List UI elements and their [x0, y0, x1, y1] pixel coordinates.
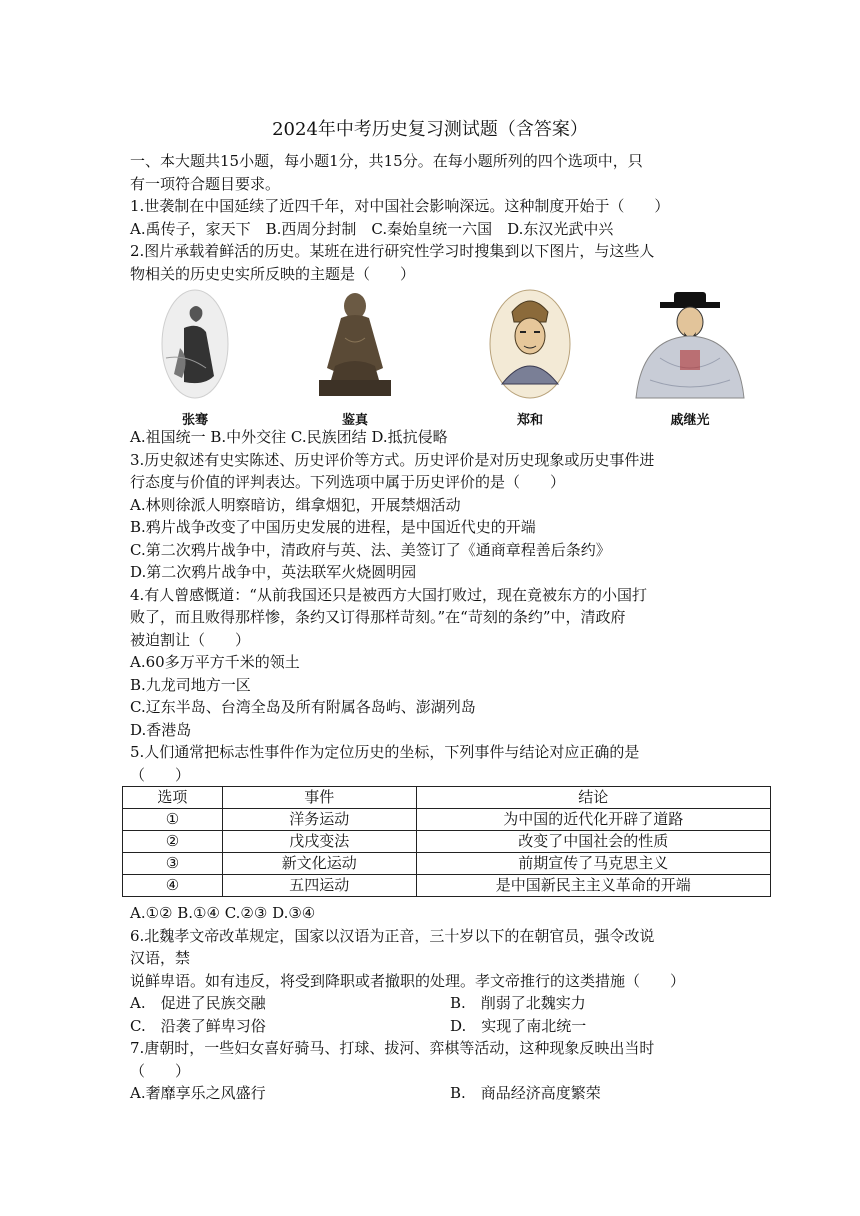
- image-qi-jiguang: [625, 288, 755, 428]
- question-3-stem: 行态度与价值的评判表达。下列选项中属于历史评价的是（ ）: [130, 473, 566, 491]
- image-caption: 鉴真: [341, 413, 368, 428]
- table-cell: 是中国新民主主义革命的开端: [416, 875, 770, 897]
- question-7-stem: （ ）: [130, 1061, 191, 1080]
- question-6-options-row-1: [130, 992, 740, 1015]
- question-4-option-d: D.香港岛: [130, 720, 192, 739]
- question-7-stem: 7.唐朝时，一些妇女喜好骑马、打球、拔河、弈棋等活动，这种现象反映出当时: [130, 1039, 655, 1057]
- question-2-options: A.祖国统一 B.中外交往 C.民族团结 D.抵抗侵略: [130, 428, 448, 446]
- table-cell: 戊戌变法: [222, 831, 416, 853]
- table-cell: 为中国的近代化开辟了道路: [416, 809, 770, 831]
- table-cell: ①: [123, 809, 223, 831]
- section-intro: 有一项符合题目要求。: [130, 174, 281, 193]
- question-6-option-a: A. 促进了民族交融: [130, 994, 266, 1012]
- question-7-option-b: B. 商品经济高度繁荣: [450, 1084, 601, 1102]
- question-4-stem: 被迫割让（ ）: [130, 630, 251, 649]
- image-caption: 郑和: [516, 413, 543, 428]
- zhang-qian-portrait-icon: [160, 288, 230, 400]
- qi-jiguang-portrait-icon: [630, 288, 750, 400]
- question-2-stem: 物相关的历史史实所反映的主题是（ ）: [130, 264, 416, 283]
- question-4-option-a: A.60多万平方千米的领土: [130, 653, 300, 671]
- question-1-stem: 1.世袭制在中国延续了近四千年，对中国社会影响深远。这种制度开始于（ ）: [130, 197, 670, 215]
- question-block-1: [130, 150, 740, 285]
- question-5-stem: （ ）: [130, 765, 191, 784]
- table-header-row: [123, 787, 771, 809]
- question-3-option-b: B.鸦片战争改变了中国历史发展的进程，是中国近代史的开端: [130, 518, 536, 536]
- jian-zhen-statue-icon: [305, 288, 405, 400]
- table-cell: ③: [123, 853, 223, 875]
- question-3-option-c: C.第二次鸦片战争中，清政府与英、法、美签订了《通商章程善后条约》: [130, 540, 611, 559]
- table-cell: 前期宣传了马克思主义: [416, 853, 770, 875]
- question-6-option-d: D. 实现了南北统一: [450, 1016, 587, 1035]
- question-6-stem: 说鲜卑语。如有违反，将受到降职或者撤职的处理。孝文帝推行的这类措施（ ）: [130, 971, 686, 990]
- question-3-stem: 3.历史叙述有史实陈述、历史评价等方式。历史评价是对历史现象或历史事件进: [130, 450, 655, 469]
- image-zhang-qian: [130, 288, 260, 428]
- table-cell: 洋务运动: [222, 809, 416, 831]
- question-4-option-b: B.九龙司地方一区: [130, 675, 251, 694]
- image-caption: 戚继光: [670, 413, 710, 428]
- table-cell: 五四运动: [222, 875, 416, 897]
- question-5-stem: 5.人们通常把标志性事件作为定位历史的坐标，下列事件与结论对应正确的是: [130, 743, 640, 761]
- question-6-option-c: C. 沿袭了鲜卑习俗: [130, 1016, 266, 1035]
- image-jian-zhen: [290, 288, 420, 428]
- question-7-options-row-1: [130, 1082, 740, 1105]
- table-cell: ②: [123, 831, 223, 853]
- table-row: [123, 853, 771, 875]
- question-5-options: A.①② B.①④ C.②③ D.③④: [130, 904, 316, 922]
- question-2-stem: 2.图片承载着鲜活的历史。某班在进行研究性学习时搜集到以下图片，与这些人: [130, 242, 655, 260]
- table-row: [123, 831, 771, 853]
- image-zheng-he: [465, 288, 595, 428]
- table-cell: ④: [123, 875, 223, 897]
- question-4-stem: 4.有人曾感慨道：“从前我国还只是被西方大国打败过，现在竟被东方的小国打: [130, 585, 647, 604]
- table-header: 事件: [222, 787, 416, 809]
- question-6-options-row-2: [130, 1015, 740, 1038]
- question-6-option-b: B. 削弱了北魏实力: [450, 994, 586, 1012]
- table-header: 选项: [123, 787, 223, 809]
- question-block-3: [130, 902, 740, 1105]
- question-4-option-c: C.辽东半岛、台湾全岛及所有附属各岛屿、澎湖列岛: [130, 698, 476, 716]
- image-caption: 张骞: [181, 413, 208, 428]
- question-7-option-a: A.奢靡享乐之风盛行: [130, 1084, 266, 1102]
- zheng-he-portrait-icon: [488, 288, 572, 400]
- question-block-2: [130, 426, 740, 786]
- table-row: [123, 875, 771, 897]
- question-6-stem: 汉语，禁: [130, 949, 191, 967]
- question-1-options: A.禹传子，家天下 B.西周分封制 C.秦始皇统一六国 D.东汉光武中兴: [130, 219, 614, 238]
- question-6-stem: 6.北魏孝文帝改革规定，国家以汉语为正音，三十岁以下的在朝官员，强令改说: [130, 926, 655, 945]
- question-4-stem: 败了，而且败得那样惨，条约又订得那样苛刻。”在“苛刻的条约”中，清政府: [130, 608, 626, 626]
- table-header: 结论: [416, 787, 770, 809]
- table-cell: 新文化运动: [222, 853, 416, 875]
- question-3-option-d: D.第二次鸦片战争中，英法联军火烧圆明园: [130, 563, 417, 581]
- question-3-option-a: A.林则徐派人明察暗访，缉拿烟犯，开展禁烟活动: [130, 495, 461, 514]
- page-title: 2024年中考历史复习测试题（含答案）: [272, 119, 588, 140]
- table-cell: 改变了中国社会的性质: [416, 831, 770, 853]
- section-intro: 一、本大题共15小题，每小题1分，共15分。在每小题所列的四个选项中，只: [130, 152, 643, 170]
- question-5-table: [122, 786, 771, 897]
- table-row: [123, 809, 771, 831]
- question-2-images: [130, 288, 740, 428]
